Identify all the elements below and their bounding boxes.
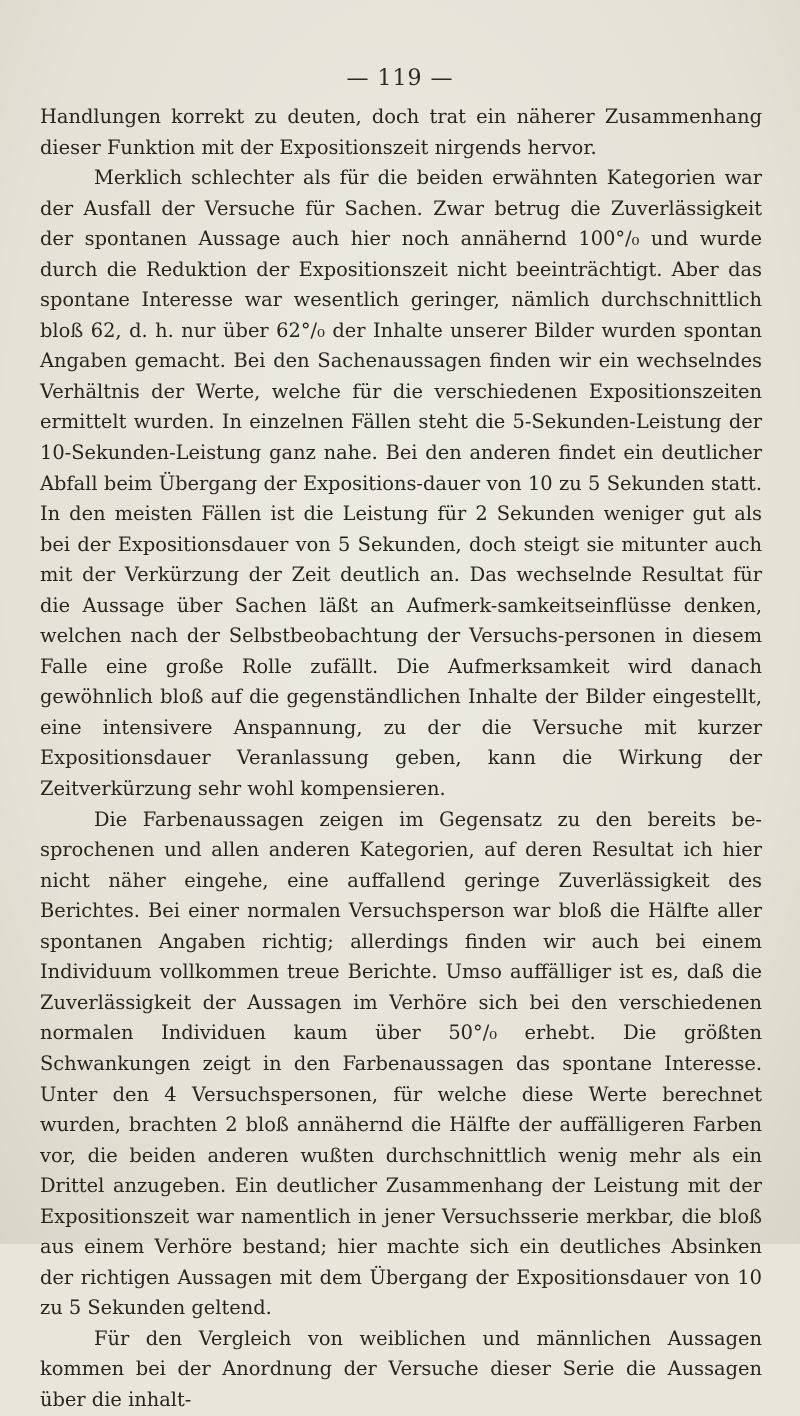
paragraph-4: Für den Vergleich von weiblichen und männlichen Aussagen kommen bei der Anordnung der Versuche dieser Serie die Aussagen über die inhalt- — [40, 1326, 762, 1411]
body-text — [40, 102, 762, 1416]
paragraph-1: Handlungen korrekt zu deuten, doch trat ein näherer Zusammenhang dieser Funktion mit der Expositionszeit nirgends hervor. — [40, 105, 762, 159]
page-number-header: — 119 — — [346, 66, 454, 91]
paragraph-2: Merklich schlechter als für die beiden erwähnten Kategorien war der Ausfall der Versuche für Sachen. Zwar betrug die Zuverlässigkeit der spontanen Aussage auch hier noch annähernd 100°/₀ und wurde durch die Reduktion der Expositionszeit nicht beeinträchtigt. Aber das spontane Interesse war wesentlich geringer, nämlich durchschnittlich bloß 62, d. h. nur über 62°/₀ der Inhalte unserer Bilder wurden spontan Angaben gemacht. Bei den Sachenaussagen finden wir ein wechselndes Verhältnis der Werte, welche für die verschiedenen Expositionszeiten ermittelt wurden. In einzelnen Fällen steht die 5-Sekunden-Leistung der 10-Sekunden-Leistung ganz nahe. Bei den anderen findet ein deutlicher Abfall beim Übergang der Expositions-dauer von 10 zu 5 Sekunden statt. In den meisten Fällen ist die Leistung für 2 Sekunden weniger gut als bei der Expositionsdauer von 5 Sekunden, doch steigt sie mitunter auch mit der Verkürzung der Zeit deutlich an. Das wechselnde Resultat für die Aussage über Sachen läßt an Aufmerk-samkeitseinflüsse denken, welchen nach der Selbstbeobachtung der Versuchs-personen in diesem Falle eine große Rolle zufällt. Die Aufmerksamkeit wird danach gewöhnlich bloß auf die gegenständlichen Inhalte der Bilder eingestellt, eine intensivere Anspannung, zu der die Versuche mit kurzer Expositionsdauer Veranlassung geben, kann die Wirkung der Zeitverkürzung sehr wohl kompensieren. — [40, 166, 762, 801]
paragraph-3: Die Farbenaussagen zeigen im Gegensatz zu den bereits be-sprochenen und allen anderen Kategorien, auf deren Resultat ich hier nicht näher eingehe, eine auffallend geringe Zuverlässigkeit des Berichtes. Bei einer normalen Versuchsperson war bloß die Hälfte aller spontanen Angaben richtig; allerdings finden wir auch bei einem Individuum vollkommen treue Berichte. Umso auffälliger ist es, daß die Zuverlässigkeit der Aussagen im Verhöre sich bei den verschiedenen normalen Individuen kaum über 50°/₀ erhebt. Die größten Schwankungen zeigt in den Farbenaussagen das spontane Interesse. Unter den 4 Versuchspersonen, für welche diese Werte berechnet wurden, brachten 2 bloß annähernd die Hälfte der auffälligeren Farben vor, die beiden anderen wußten durchschnittlich wenig mehr als ein Drittel anzugeben. Ein deutlicher Zusammenhang der Leistung mit der Expositionszeit war namentlich in jener Versuchsserie merkbar, die bloß aus einem Verhöre bestand; hier machte sich ein deutliches Absinken der richtigen Aussagen mit dem Übergang der Expositionsdauer von 10 zu 5 Sekunden geltend. — [40, 807, 762, 1320]
